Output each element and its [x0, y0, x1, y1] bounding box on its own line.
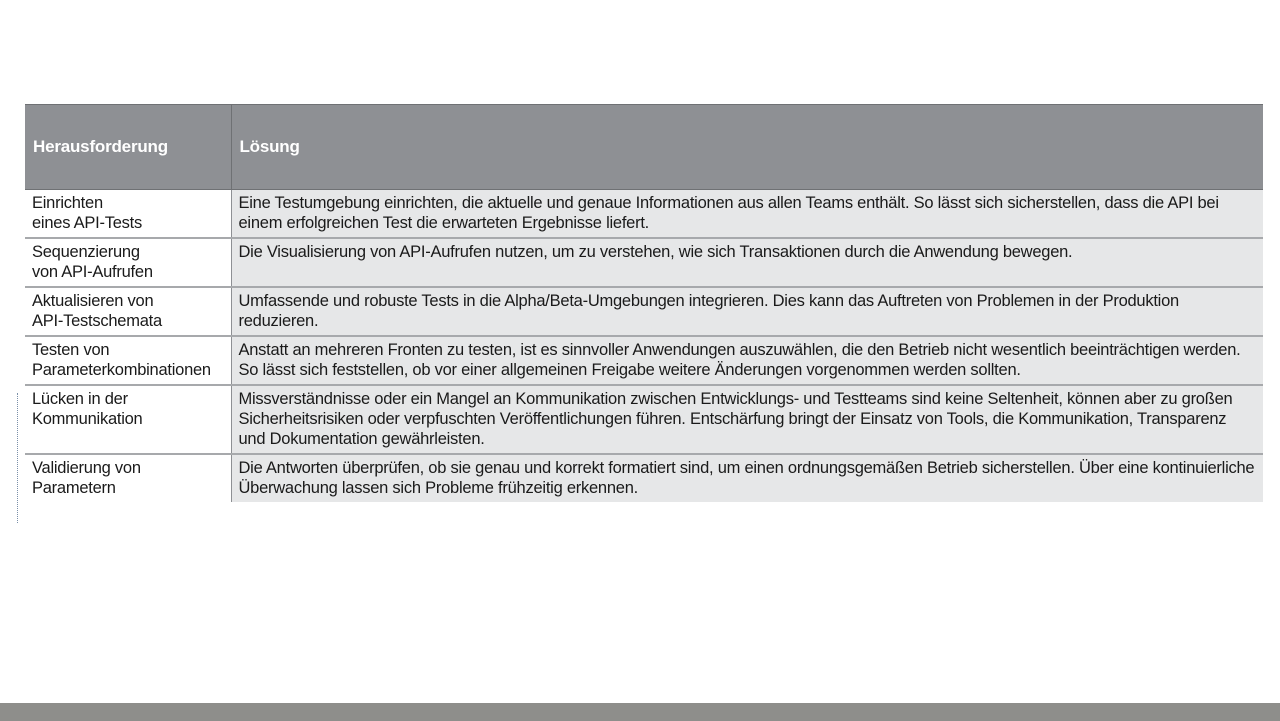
table-row	[25, 238, 1263, 287]
row-solution: Missverständnisse oder ein Mangel an Kommunikation zwischen Entwicklungs- und Testteams sind keine Seltenheit, können aber zu großen Sicherheitsrisiken oder verpfuschten Veröffentlichungen führen. Entschärfung bringt der Einsatz von Tools, die Kommunikation, Transparenz und Dokumentation gewährleisten.	[231, 385, 1263, 454]
table	[25, 104, 1263, 502]
row-challenge: Einrichten eines API-Tests	[25, 190, 231, 239]
row-challenge: Aktualisieren von API-Testschemata	[25, 287, 231, 336]
table-row	[25, 385, 1263, 454]
table-row	[25, 336, 1263, 385]
row-challenge: Validierung von Parametern	[25, 454, 231, 502]
table-row	[25, 287, 1263, 336]
row-solution: Umfassende und robuste Tests in die Alpha/Beta-Umgebungen integrieren. Dies kann das Auftreten von Problemen in der Produktion reduzieren.	[231, 287, 1263, 336]
table-header-row	[25, 105, 1263, 190]
crop-marks	[17, 393, 20, 523]
row-challenge: Sequenzierung von API-Aufrufen	[25, 238, 231, 287]
row-solution: Die Visualisierung von API-Aufrufen nutzen, um zu verstehen, wie sich Transaktionen durch die Anwendung bewegen.	[231, 238, 1263, 287]
row-challenge: Testen von Parameterkombinationen	[25, 336, 231, 385]
row-challenge: Lücken in der Kommunikation	[25, 385, 231, 454]
challenge-solution-table	[25, 104, 1263, 502]
header-challenge: Herausforderung	[25, 105, 231, 190]
row-solution: Die Antworten überprüfen, ob sie genau und korrekt formatiert sind, um einen ordnungsgemäßen Betrieb sicherstellen. Über eine kontinuierliche Überwachung lassen sich Probleme frühzeitig erkennen.	[231, 454, 1263, 502]
header-solution: Lösung	[231, 105, 1263, 190]
footer-bar	[0, 703, 1280, 721]
table-row	[25, 454, 1263, 502]
row-solution: Eine Testumgebung einrichten, die aktuelle und genaue Informationen aus allen Teams enthält. So lässt sich sicherstellen, dass die API bei einem erfolgreichen Test die erwarteten Ergebnisse liefert.	[231, 190, 1263, 239]
table-row	[25, 190, 1263, 239]
row-solution: Anstatt an mehreren Fronten zu testen, ist es sinnvoller Anwendungen auszuwählen, die den Betrieb nicht wesentlich beeinträchtigen werden. So lässt sich feststellen, ob vor einer allgemeinen Freigabe weitere Änderungen vorgenommen werden sollten.	[231, 336, 1263, 385]
